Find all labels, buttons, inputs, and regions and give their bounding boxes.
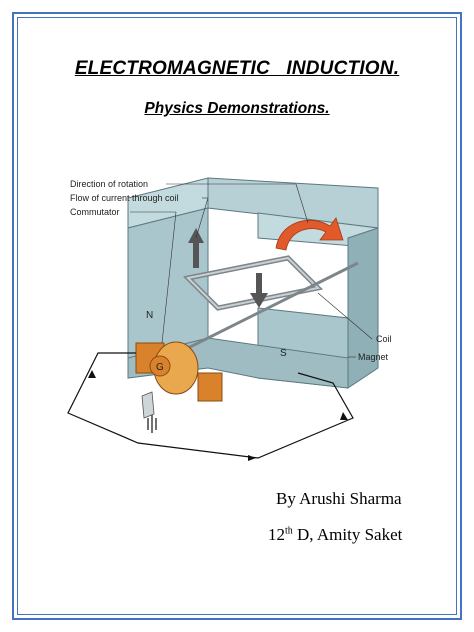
- class-line: [268, 525, 402, 545]
- class-suffix: th: [285, 525, 293, 537]
- author-line: By Arushi Sharma: [276, 489, 402, 508]
- north-pole-label: N: [146, 310, 154, 321]
- label-coil: Coil: [376, 334, 392, 344]
- class-number: 12: [268, 525, 285, 544]
- generator-illustration: [58, 168, 408, 468]
- document-title: ELECTROMAGNETIC INDUCTION.: [74, 58, 400, 79]
- label-commutator: Commutator: [70, 207, 120, 217]
- galvanometer-label: G: [156, 362, 164, 373]
- document-subtitle: Physics Demonstrations.: [144, 100, 330, 117]
- label-current: Flow of current through coil: [70, 193, 179, 203]
- class-rest: D, Amity Saket: [292, 525, 403, 544]
- label-magnet: Magnet: [358, 352, 389, 362]
- cell-terminal: [142, 392, 154, 418]
- label-rotation: Direction of rotation: [70, 179, 149, 189]
- south-pole-label: S: [280, 348, 287, 359]
- magnet-right-side: [348, 228, 378, 388]
